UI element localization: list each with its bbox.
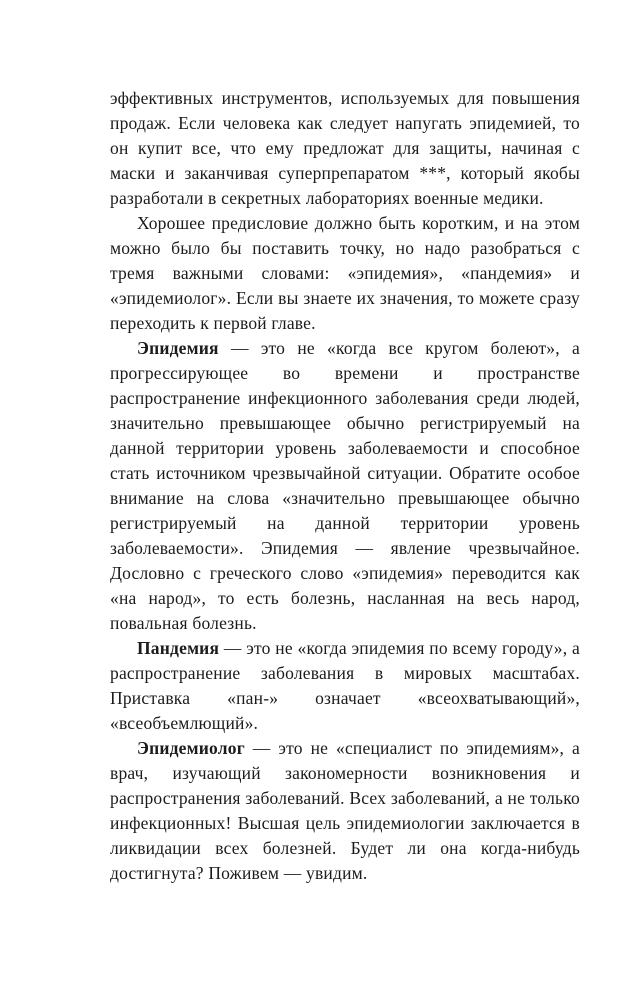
paragraph-text: — это не «когда эпидемия по всему городу», а распространение заболевания в мировых масштабах. Приставка «пан-» означает «всеохватывающий», «всеобъемлющий». — [110, 638, 580, 733]
paragraph — [110, 336, 580, 636]
paragraph — [110, 736, 580, 886]
paragraph — [110, 86, 580, 211]
paragraph — [110, 636, 580, 736]
paragraph-lead: Пандемия — [137, 638, 220, 658]
paragraph-text: — это не «специалист по эпидемиям», а врач, изучающий закономерности возникновения и распространения заболеваний. Всех заболеваний, а не только инфекционных! Высшая цель эпидемиологии заключается в ликвидации всех болезней. Будет ли она когда-нибудь достигнута? Поживем — увидим. — [110, 738, 580, 883]
paragraph-text: — это не «когда все кругом болеют», а прогрессирующее во времени и пространстве распространение инфекционного заболевания среди людей, значительно превышающее обычно регистрируемый на данной территории уровень заболеваемости и способное стать источником чрезвычайной ситуации. Обратите особое внимание на слова «значительно превышающее обычно регистрируемый на данной территории уровень заболеваемости». Эпидемия — явление чрезвычайное. Дословно с греческого слово «эпидемия» переводится как «на народ», то есть болезнь, насланная на весь народ, повальная болезнь. — [110, 338, 580, 633]
paragraph — [110, 211, 580, 336]
paragraph-lead: Эпидемиолог — [137, 738, 245, 758]
paragraph-text: Хорошее предисловие должно быть коротким, и на этом можно было бы поставить точку, но надо разобраться с тремя важными словами: «эпидемия», «пандемия» и «эпидемиолог». Если вы знаете их значения, то можете сразу переходить к первой главе. — [110, 213, 580, 333]
paragraph-lead: Эпидемия — [137, 338, 219, 358]
paragraph-text: эффективных инструментов, используемых для повышения продаж. Если человека как следует напугать эпидемией, то он купит все, что ему предложат для защиты, начиная с маски и заканчивая суперпрепаратом ***, который якобы разработали в секретных лабораториях военные медики. — [110, 88, 580, 208]
